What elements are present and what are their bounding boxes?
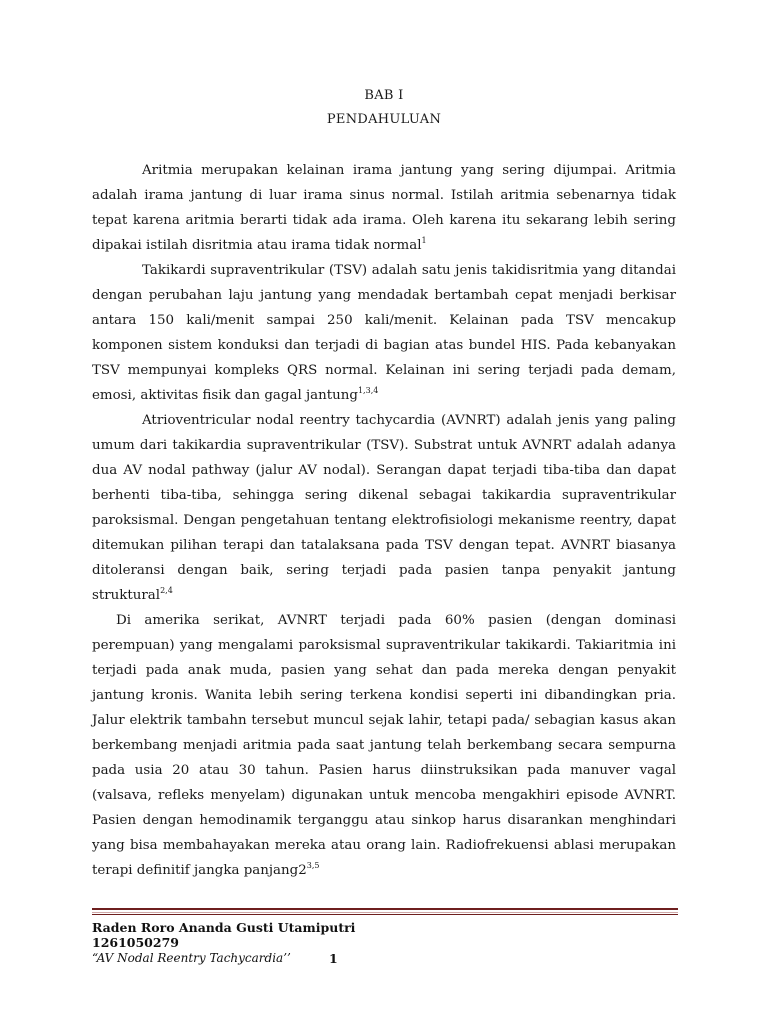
citation-ref: 2,4 bbox=[160, 586, 173, 595]
citation-ref: 1 bbox=[421, 236, 427, 245]
paragraph-text: Takikardi supraventrikular (TSV) adalah satu jenis takidisritmia yang ditandai dengan perubahan laju jantung yang mendadak bertambah cepat menjadi berkisar antara 150 kali/menit sampai 250 kali/menit. Kelainan pada TSV mencakup komponen sistem konduksi dan terjadi di bagian atas bundel HIS. Pada kebanyakan TSV mempunyai kompleks QRS normal. Kelainan ini sering terjadi pada demam, emosi, aktivitas fisik dan gagal jantung bbox=[92, 263, 676, 403]
paragraph-3 bbox=[92, 408, 676, 608]
paragraph-text: Aritmia merupakan kelainan irama jantung yang sering dijumpai. Aritmia adalah irama jantung di luar irama sinus normal. Istilah aritmia sebenarnya tidak tepat karena aritmia berarti tidak ada irama. Oleh karena itu sekarang lebih sering dipakai istilah disritmia atau irama tidak normal bbox=[92, 163, 676, 253]
citation-ref: 3,5 bbox=[306, 861, 320, 870]
footer-document-title: “AV Nodal Reentry Tachycardia’’ bbox=[92, 951, 291, 965]
page-number: 1 bbox=[329, 951, 338, 966]
footer-author: Raden Roro Ananda Gusti Utamiputri bbox=[92, 920, 356, 935]
footer-rule-middle bbox=[92, 912, 678, 913]
paragraph-2 bbox=[92, 258, 676, 408]
chapter-label: BAB I bbox=[364, 88, 404, 103]
footer-student-id: 1261050279 bbox=[92, 935, 179, 950]
paragraph-4 bbox=[92, 608, 676, 883]
document-body bbox=[92, 158, 676, 883]
paragraph-text: Atrioventricular nodal reentry tachycardia (AVNRT) adalah jenis yang paling umum dari takikardia supraventrikular (TSV). Substrat untuk AVNRT adalah adanya dua AV nodal pathway (jalur AV nodal). Serangan dapat terjadi tiba-tiba dan dapat berhenti tiba-tiba, sehingga sering dikenal sebagai takikardia supraventrikular paroksismal. Dengan pengetahuan tentang elektrofisiologi mekanisme reentry, dapat ditemukan pilihan terapi dan tatalaksana pada TSV dengan tepat. AVNRT biasanya ditoleransi dengan baik, sering terjadi pada pasien tanpa penyakit jantung struktural bbox=[92, 413, 676, 603]
paragraph-1 bbox=[92, 158, 676, 258]
paragraph-text: Di amerika serikat, AVNRT terjadi pada 60% pasien (dengan dominasi perempuan) yang mengalami paroksismal supraventrikular takikardi. Takiaritmia ini terjadi pada anak muda, pasien yang sehat dan pada mereka dengan penyakit jantung kronis. Wanita lebih sering terkena kondisi seperti ini dibandingkan pria. Jalur elektrik tambahn tersebut muncul sejak lahir, tetapi pada/ sebagian kasus akan berkembang menjadi aritmia pada saat jantung telah berkembang secara sempurna pada usia 20 atau 30 tahun. Pasien harus diinstruksikan pada manuver vagal (valsava, refleks menyelam) digunakan untuk mencoba mengakhiri episode AVNRT. Pasien dengan hemodinamik terganggu atau sinkop harus disarankan menghindari yang bisa membahayakan mereka atau orang lain. Radiofrekuensi ablasi merupakan terapi definitif jangka panjang2 bbox=[92, 613, 676, 878]
citation-ref: 1,3,4 bbox=[357, 386, 379, 395]
footer-rule-top bbox=[92, 908, 678, 910]
chapter-title: PENDAHULUAN bbox=[326, 112, 442, 127]
footer-rule-bottom bbox=[92, 914, 678, 915]
